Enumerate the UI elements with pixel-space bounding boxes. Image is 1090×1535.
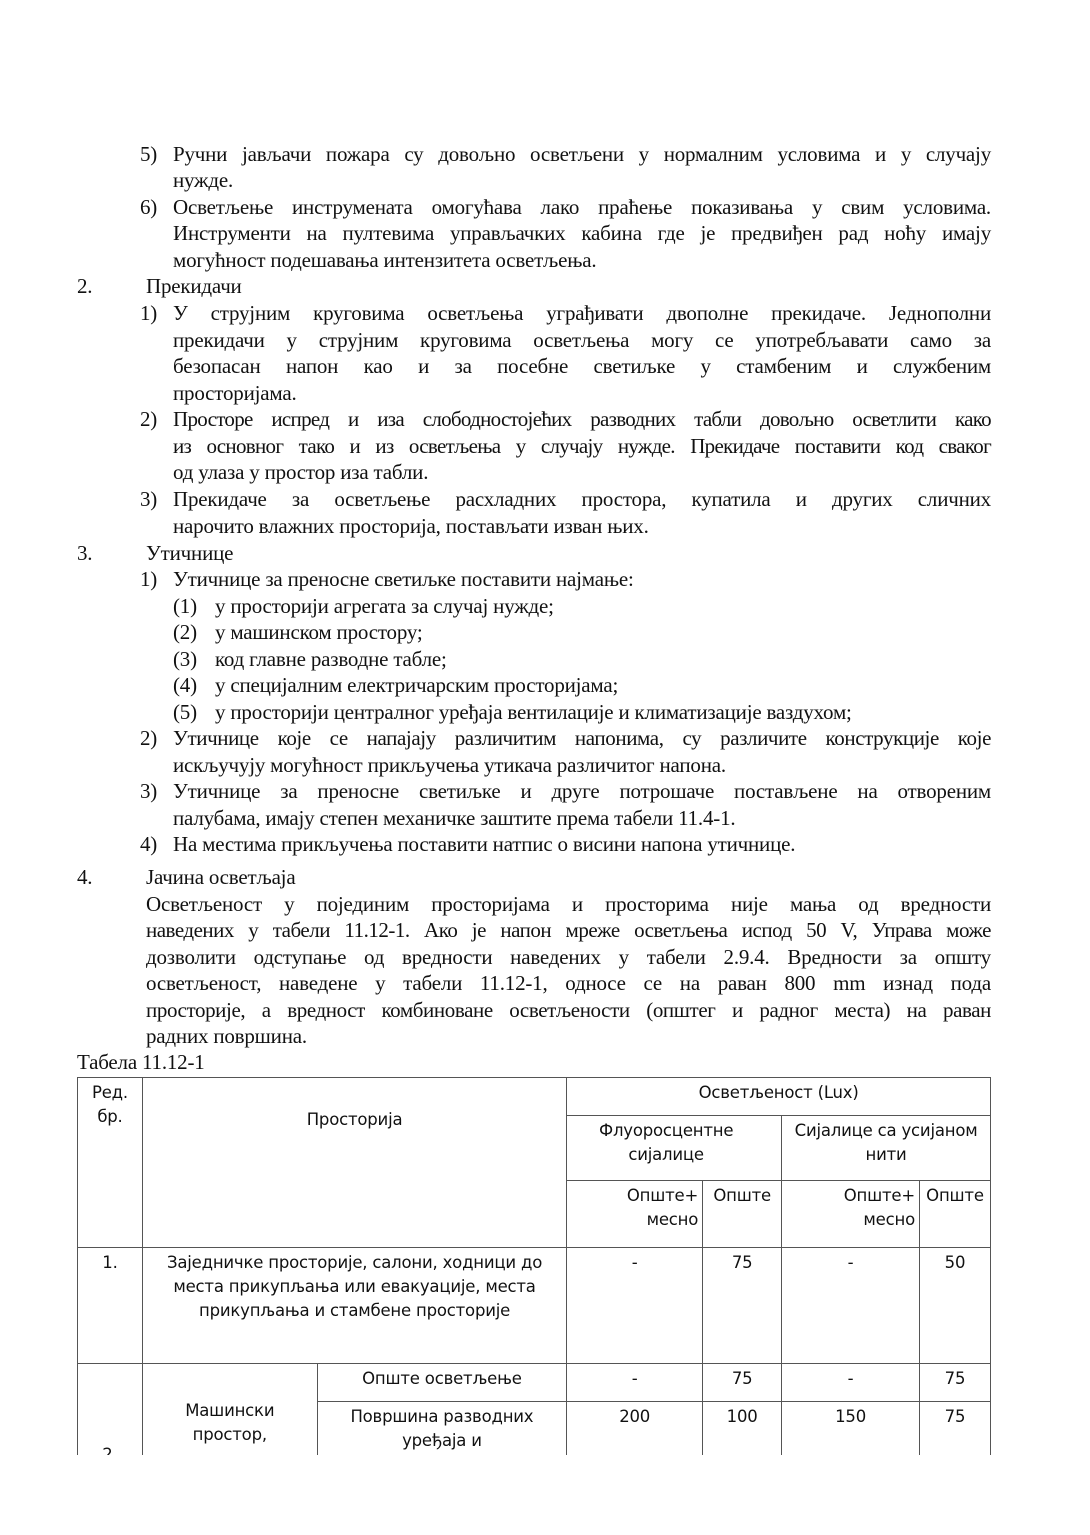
cell-fl-general-local: - (567, 1364, 703, 1402)
item-text-line: безопасан напон као и за посебне светиљке у стамбеним и службеним (173, 354, 991, 378)
cell-in-general-local: - (782, 1364, 920, 1402)
item-text-line: Инструменти на пултевима управљачких кабина где је предвиђен рад ноћу имају (173, 221, 991, 245)
item-text-line: просторијама. (173, 381, 297, 405)
cell-fl-general: 75 (703, 1364, 782, 1402)
subitem-text: код главне разводне табле; (215, 647, 447, 671)
paragraph-line: радних површина. (146, 1024, 307, 1048)
cell-in-general-local: - (782, 1248, 920, 1364)
item-number: 6) (140, 195, 158, 219)
illumination-table (77, 1077, 991, 1482)
section-title: Јачина осветљаја (146, 865, 296, 889)
item-text-line: Ручни јављачи пожара су довољно осветљени у нормалним условима и у случају (173, 142, 991, 166)
cell-in-general: 75 (919, 1364, 990, 1402)
subitem-number: (5) (173, 700, 197, 724)
subitem-number: (3) (173, 647, 197, 671)
item-text-line: Просторе испред и иза слободностојећих разводних табли довољно осветлити како (173, 407, 991, 431)
cell-subroom: Површина разводних уређаја и (317, 1402, 567, 1482)
table-caption: Табела 11.12-1 (77, 1050, 205, 1074)
item-text-line: из основног тако и из осветљења у случају нужде. Прекидаче поставити код сваког (173, 434, 991, 458)
item-number: 2) (140, 726, 158, 750)
item-text-line: нарочито влажних просторија, постављати изван њих. (173, 514, 649, 538)
paragraph-line: Осветљеност у појединим просторијама и просторима није мања од вредности (146, 892, 991, 916)
header-in-general: Опште (919, 1181, 990, 1248)
item-text-line: прекидачи у струјним круговима осветљења могу се употребљавати само за (173, 328, 991, 352)
item-text-line: На местима прикључења поставити натпис о висини напона утичнице. (173, 832, 796, 856)
item-text-line: Утичнице за преносне светиљке и друге потрошаче постављене на отвореним (173, 779, 991, 803)
section-number: 4. (77, 865, 93, 889)
item-number: 2) (140, 407, 158, 431)
header-label: Опште+ месно (843, 1186, 915, 1230)
header-incandescent-label: Сијалице са усијаном нити (794, 1120, 978, 1164)
item-number: 1) (140, 567, 158, 591)
item-text-line: могућност подешавања интензитета осветљења. (173, 248, 597, 272)
item-number: 4) (140, 832, 158, 856)
item-text-line: Осветљење инструмената омогућава лако праћење показивања у свим условима. (173, 195, 991, 219)
cell-row-number: 1. (78, 1248, 143, 1364)
item-text-line: искључују могућност прикључења утикача различитог напона. (173, 753, 726, 777)
cell-room: Машински простор, (142, 1364, 317, 1482)
subitem-number: (4) (173, 673, 197, 697)
header-in-general-local (782, 1181, 920, 1248)
paragraph-line: просторије, а вредност комбиноване осветљености (општег и радног места) на раван (146, 998, 991, 1022)
cell-in-general-local: 150 (782, 1402, 920, 1482)
item-number: 1) (140, 301, 158, 325)
subitem-number: (2) (173, 620, 197, 644)
section-number: 3. (77, 541, 93, 565)
cell-fl-general: 100 (703, 1402, 782, 1482)
header-fl-general: Опште (703, 1181, 782, 1248)
item-text-line: Утичнице за преносне светиљке поставити најмање: (173, 567, 634, 591)
table-row (78, 1364, 991, 1402)
header-fl-general-local (567, 1181, 703, 1248)
item-text-line: Утичнице које се напајају различитим напонима, су различите конструкције које (173, 726, 991, 750)
cell-room: Заједничке просторије, салони, ходници до места прикупљања или евакуације, места прикупљања и стамбене просторије (142, 1248, 566, 1364)
subitem-number: (1) (173, 594, 197, 618)
cell-fl-general-local: 200 (567, 1402, 703, 1482)
cell-fl-general-local: - (567, 1248, 703, 1364)
item-text-line: од улаза у простор иза табли. (173, 460, 429, 484)
item-text-line: палубама, имају степен механичке заштите према табели 11.4-1. (173, 806, 736, 830)
subitem-text: у просторији агрегата за случај нужде; (215, 594, 554, 618)
subitem-text: у машинском простору; (215, 620, 423, 644)
subitem-text: у просторији централног уређаја вентилације и климатизације ваздухом; (215, 700, 852, 724)
page-bottom-margin (0, 1455, 1090, 1535)
item-text-line: нужде. (173, 168, 234, 192)
item-number: 3) (140, 779, 158, 803)
paragraph-line: наведених у табели 11.12-1. Ако је напон мреже осветљења испод 50 V, Управа може (146, 918, 991, 942)
item-text-line: У струјним круговима осветљења уграђивати двополне прекидаче. Једнополни (173, 301, 991, 325)
cell-in-general: 50 (919, 1248, 990, 1364)
paragraph-line: осветљеност, наведене у табели 11.12-1, односе се на раван 800 mm изнад пода (146, 971, 991, 995)
header-room: Просторија (142, 1078, 566, 1248)
section-title: Прекидачи (146, 274, 242, 298)
header-label: Опште+ месно (626, 1186, 699, 1230)
cell-in-general: 75 (919, 1402, 990, 1482)
cell-subroom: Опште осветљење (317, 1364, 567, 1402)
header-fluorescent (567, 1115, 782, 1181)
header-row-number: Ред. бр. (78, 1078, 143, 1248)
item-number: 3) (140, 487, 158, 511)
subitem-text: у специјалним електричарским просторијама; (215, 673, 619, 697)
section-number: 2. (77, 274, 93, 298)
item-text-line: Прекидаче за осветљење расхладних простора, купатила и других сличних (173, 487, 991, 511)
paragraph-line: дозволити одступање од вредности наведених у табели 2.9.4. Вредности за општу (146, 945, 991, 969)
table-row (78, 1248, 991, 1364)
header-illumination: Осветљеност (Lux) (567, 1078, 991, 1116)
section-title: Утичнице (146, 541, 234, 565)
header-fluorescent-label: Флуоросцентне сијалице (598, 1120, 734, 1164)
cell-fl-general: 75 (703, 1248, 782, 1364)
item-number: 5) (140, 142, 158, 166)
header-incandescent (782, 1115, 991, 1181)
